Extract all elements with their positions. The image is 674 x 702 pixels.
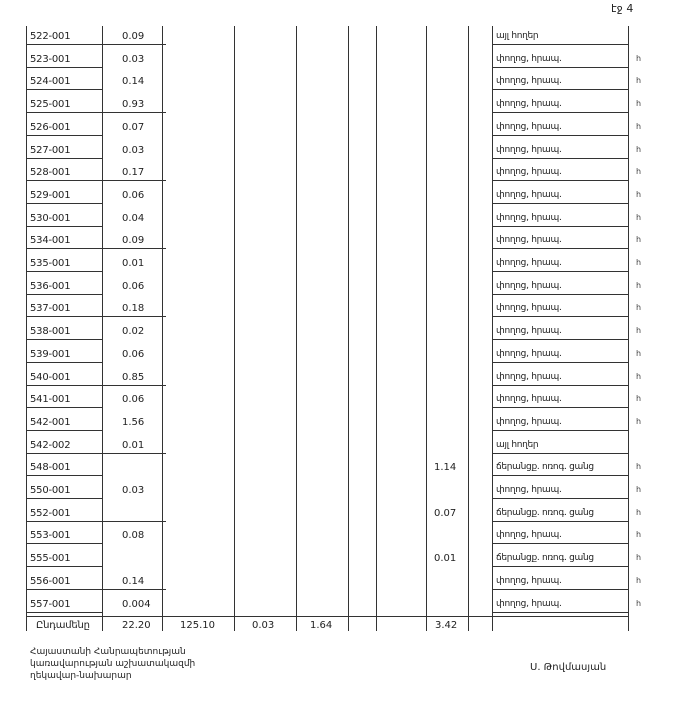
parcel-code: 522-001: [30, 31, 71, 42]
row-underline: [26, 180, 166, 181]
area-value: 0.09: [122, 31, 145, 42]
row-underline: [492, 180, 628, 181]
area-value: 0.03: [122, 145, 145, 156]
total-value: 125.10: [180, 620, 215, 631]
area-value: 0.08: [122, 530, 145, 541]
secondary-value: 1.14: [434, 462, 457, 473]
parcel-code: 538-001: [30, 326, 71, 337]
row-underline: [492, 112, 628, 113]
area-value: 0.01: [122, 440, 145, 451]
table-border-left: [26, 26, 27, 631]
area-value: 0.14: [122, 76, 145, 87]
row-mark: հ: [636, 372, 642, 381]
row-mark: հ: [636, 599, 642, 608]
column-divider: [102, 26, 103, 631]
row-underline: [26, 316, 166, 317]
area-value: 0.06: [122, 394, 145, 405]
area-value: 0.09: [122, 235, 145, 246]
row-underline: [26, 339, 102, 340]
land-description: փողոց, հրապ.: [496, 167, 562, 177]
land-description: այլ հողեր: [496, 440, 539, 450]
land-description: փողոց, հրապ.: [496, 122, 562, 132]
land-description: փողոց, հրապ.: [496, 326, 562, 336]
row-mark: հ: [636, 303, 642, 312]
row-underline: [26, 453, 166, 454]
total-value-area: 22.20: [122, 620, 151, 631]
parcel-code: 528-001: [30, 167, 71, 178]
row-underline: [26, 543, 102, 544]
parcel-code: 556-001: [30, 576, 71, 587]
row-mark: հ: [636, 99, 642, 108]
parcel-code: 526-001: [30, 122, 71, 133]
land-description: փողոց, հրապ.: [496, 372, 562, 382]
parcel-code: 542-002: [30, 440, 71, 451]
row-mark: հ: [636, 417, 642, 426]
parcel-code: 540-001: [30, 372, 71, 383]
row-underline: [492, 543, 628, 544]
land-description: փողոց, հրապ.: [496, 190, 562, 200]
area-value: 0.85: [122, 372, 145, 383]
land-description: ճերանցք. ոռոգ. ցանց: [496, 462, 594, 472]
land-description: փողոց, հրապ.: [496, 213, 562, 223]
land-description: փողոց, հրապ.: [496, 394, 562, 404]
land-description: փողոց, հրապ.: [496, 349, 562, 359]
parcel-code: 539-001: [30, 349, 71, 360]
total-label: Ընդամենը: [36, 620, 90, 631]
row-underline: [26, 158, 102, 159]
row-underline: [26, 430, 102, 431]
row-mark: հ: [636, 235, 642, 244]
parcel-code: 530-001: [30, 213, 71, 224]
parcel-code: 523-001: [30, 54, 71, 65]
land-description: ճերանցք. ոռոգ. ցանց: [496, 553, 594, 563]
parcel-code: 552-001: [30, 508, 71, 519]
area-value: 0.01: [122, 258, 145, 269]
land-description: փողոց, հրապ.: [496, 530, 562, 540]
area-value: 0.14: [122, 576, 145, 587]
total-value: 0.03: [252, 620, 275, 631]
column-divider: [234, 26, 235, 631]
land-description: փողոց, հրապ.: [496, 485, 562, 495]
area-value: 0.06: [122, 190, 145, 201]
land-description: փողոց, հրապ.: [496, 76, 562, 86]
area-value: 0.06: [122, 349, 145, 360]
row-underline: [492, 407, 628, 408]
land-description: փողոց, հրապ.: [496, 417, 562, 427]
area-value: 1.56: [122, 417, 145, 428]
row-underline: [26, 498, 102, 499]
row-underline: [492, 271, 628, 272]
row-underline: [26, 135, 102, 136]
total-value: 1.64: [310, 620, 333, 631]
row-underline: [492, 135, 628, 136]
row-underline: [492, 453, 628, 454]
row-underline: [492, 612, 628, 613]
row-mark: հ: [636, 76, 642, 85]
row-mark: հ: [636, 508, 642, 517]
signatory-title-line: ղեկավար-նախարար: [30, 671, 132, 681]
row-underline: [492, 339, 628, 340]
land-description: ճերանցք. ոռոգ. ցանց: [496, 508, 594, 518]
row-mark: հ: [636, 281, 642, 290]
parcel-code: 535-001: [30, 258, 71, 269]
row-mark: հ: [636, 326, 642, 335]
row-mark: հ: [636, 213, 642, 222]
parcel-code: 527-001: [30, 145, 71, 156]
area-value: 0.02: [122, 326, 145, 337]
land-description: փողոց, հրապ.: [496, 235, 562, 245]
total-separator: [26, 616, 628, 617]
column-divider: [348, 26, 349, 631]
total-value: 3.42: [435, 620, 458, 631]
row-mark: հ: [636, 349, 642, 358]
row-underline: [26, 475, 102, 476]
area-value: 0.07: [122, 122, 145, 133]
land-table: [26, 26, 642, 631]
column-divider: [426, 26, 427, 631]
parcel-code: 541-001: [30, 394, 71, 405]
row-underline: [26, 67, 102, 68]
row-underline: [26, 271, 102, 272]
page-number: էջ 4: [611, 2, 634, 15]
row-underline: [26, 226, 102, 227]
row-mark: հ: [636, 122, 642, 131]
parcel-code: 550-001: [30, 485, 71, 496]
area-value: 0.03: [122, 54, 145, 65]
row-underline: [26, 612, 102, 613]
row-underline: [26, 566, 102, 567]
parcel-code: 537-001: [30, 303, 71, 314]
row-underline: [492, 566, 628, 567]
row-mark: հ: [636, 576, 642, 585]
area-value: 0.18: [122, 303, 145, 314]
row-underline: [26, 248, 166, 249]
row-mark: հ: [636, 485, 642, 494]
parcel-code: 534-001: [30, 235, 71, 246]
row-underline: [492, 226, 628, 227]
parcel-code: 525-001: [30, 99, 71, 110]
parcel-code: 557-001: [30, 599, 71, 610]
row-underline: [492, 44, 628, 45]
row-mark: հ: [636, 530, 642, 539]
secondary-value: 0.07: [434, 508, 457, 519]
secondary-value: 0.01: [434, 553, 457, 564]
land-description: փողոց, հրապ.: [496, 99, 562, 109]
parcel-code: 542-001: [30, 417, 71, 428]
row-underline: [26, 362, 102, 363]
row-underline: [26, 203, 102, 204]
parcel-code: 524-001: [30, 76, 71, 87]
row-underline: [26, 89, 102, 90]
parcel-code: 529-001: [30, 190, 71, 201]
row-underline: [492, 430, 628, 431]
row-mark: հ: [636, 462, 642, 471]
row-underline: [492, 385, 628, 386]
signatory-name: Ս. Թովմասյան: [530, 662, 607, 673]
row-underline: [492, 475, 628, 476]
row-underline: [492, 67, 628, 68]
row-underline: [492, 362, 628, 363]
row-underline: [26, 589, 166, 590]
land-description: փողոց, հրապ.: [496, 599, 562, 609]
row-underline: [26, 385, 166, 386]
row-mark: հ: [636, 190, 642, 199]
column-divider: [376, 26, 377, 631]
parcel-code: 553-001: [30, 530, 71, 541]
row-underline: [492, 589, 628, 590]
land-description: փողոց, հրապ.: [496, 258, 562, 268]
parcel-code: 548-001: [30, 462, 71, 473]
row-underline: [492, 498, 628, 499]
row-underline: [492, 158, 628, 159]
row-underline: [26, 44, 166, 45]
area-value: 0.17: [122, 167, 145, 178]
row-underline: [492, 203, 628, 204]
column-divider: [162, 26, 163, 631]
signatory-title: [30, 646, 195, 682]
area-value: 0.93: [122, 99, 145, 110]
row-underline: [492, 521, 628, 522]
land-description: փողոց, հրապ.: [496, 145, 562, 155]
area-value: 0.04: [122, 213, 145, 224]
row-mark: հ: [636, 553, 642, 562]
area-value: 0.004: [122, 599, 151, 610]
parcel-code: 555-001: [30, 553, 71, 564]
column-divider: [492, 26, 493, 631]
land-description: այլ հողեր: [496, 31, 539, 41]
land-description: փողոց, հրապ.: [496, 303, 562, 313]
signatory-title-line: կառավարության աշխատակազմի: [30, 659, 196, 669]
row-mark: հ: [636, 54, 642, 63]
row-underline: [492, 294, 628, 295]
row-mark: հ: [636, 167, 642, 176]
parcel-code: 536-001: [30, 281, 71, 292]
land-description: փողոց, հրապ.: [496, 576, 562, 586]
row-underline: [26, 407, 102, 408]
row-mark: հ: [636, 394, 642, 403]
row-underline: [492, 89, 628, 90]
row-underline: [26, 294, 102, 295]
row-mark: հ: [636, 258, 642, 267]
column-divider: [296, 26, 297, 631]
row-underline: [26, 112, 166, 113]
land-description: փողոց, հրապ.: [496, 281, 562, 291]
area-value: 0.06: [122, 281, 145, 292]
land-description: փողոց, հրապ.: [496, 54, 562, 64]
row-underline: [26, 521, 166, 522]
signatory-title-line: Հայաստանի Հանրապետության: [30, 647, 186, 657]
row-underline: [492, 316, 628, 317]
row-underline: [492, 248, 628, 249]
column-divider: [468, 26, 469, 631]
area-value: 0.03: [122, 485, 145, 496]
row-mark: հ: [636, 145, 642, 154]
